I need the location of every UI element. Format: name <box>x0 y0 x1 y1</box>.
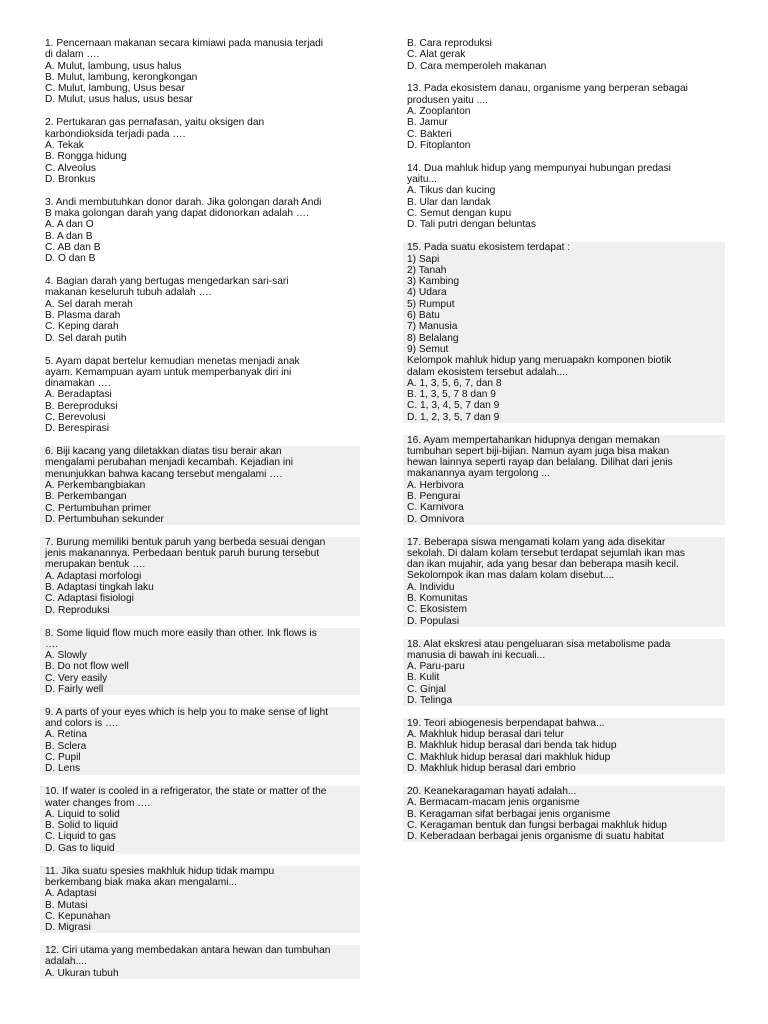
question-line: 9. A parts of your eyes which is help you to make sense of light <box>45 706 329 718</box>
question-line: D. Cara memperoleh makanan <box>407 60 547 72</box>
question-block <box>40 866 360 934</box>
question-line: 3) Kambing <box>407 276 460 288</box>
question-block <box>40 276 360 344</box>
question-line: C. Keragaman bentuk dan fungsi berbagai makhluk hidup <box>407 819 667 831</box>
question-line: A. Individu <box>407 581 455 593</box>
question-line: menunjukkan bahwa kacang tersebut mengalami …. <box>45 468 283 480</box>
question-line: D. Sel darah putih <box>45 332 127 344</box>
question-line: 9) Semut <box>407 343 449 355</box>
question-line: C. Pertumbuhan primer <box>45 502 151 514</box>
question-line: 4) Udara <box>407 287 447 299</box>
question-line: C. Adaptasi fisiologi <box>45 593 134 605</box>
question-line: D. Omnivora <box>407 513 465 525</box>
question-line: D. Gas to liquid <box>45 842 115 854</box>
question-line: 2. Pertukaran gas pernafasan, yaitu oksigen dan <box>45 117 265 129</box>
question-block <box>403 242 725 423</box>
right-column <box>403 38 725 854</box>
question-line: D. Tali putri dengan beluntas <box>407 219 536 231</box>
question-line: 5) Rumput <box>407 298 455 310</box>
question-line: B. A dan B <box>45 230 93 242</box>
question-line: 17. Beberapa siswa mengamati kolam yang ada disekitar <box>407 536 666 548</box>
question-block <box>40 38 360 106</box>
question-line: 5. Ayam dapat bertelur kemudian menetas menjadi anak <box>45 355 300 367</box>
question-line: D. Mulut, usus halus, usus besar <box>45 94 193 106</box>
question-line: B. Bereproduksi <box>45 400 118 412</box>
question-line: dalam ekosistem tersebut adalah.... <box>407 366 568 378</box>
question-line: karbondioksida terjadi pada …. <box>45 128 186 140</box>
question-line: A. Adaptasi <box>45 888 97 900</box>
question-line: B. Adaptasi tingkah laku <box>45 582 154 594</box>
question-block <box>403 38 725 72</box>
question-line: sekolah. Di dalam kolam tersebut terdapat sejumlah ikan mas <box>407 547 686 559</box>
question-line: 8. Some liquid flow much more easily than other. Ink flows is <box>45 627 317 639</box>
question-line: D. Telinga <box>407 695 453 706</box>
question-line: D. Fairly well <box>45 684 104 695</box>
question-line: C. Berevolusi <box>45 411 106 423</box>
question-line: water changes from …. <box>45 797 151 809</box>
question-line: 10. If water is cooled in a refrigerator, the state or matter of the <box>45 786 327 798</box>
question-line: C. Kepunahan <box>45 910 111 922</box>
question-line: B. Jamur <box>407 117 448 129</box>
question-line: C. Ekosistem <box>407 604 468 616</box>
question-line: D. Populasi <box>407 615 460 627</box>
question-block <box>40 628 360 696</box>
question-line: A. Adaptasi morfologi <box>45 570 142 582</box>
question-line: C. Semut dengan kupu <box>407 208 512 220</box>
question-line: 20. Keanekaragaman hayati adalah... <box>407 785 577 797</box>
question-line: C. Karnivora <box>407 502 464 514</box>
question-block <box>40 446 360 525</box>
question-line: makanannya ayam tergolong ... <box>407 468 550 480</box>
question-line: produsen yaitu .... <box>407 94 488 106</box>
question-line: D. Pertumbuhan sekunder <box>45 513 164 525</box>
question-line: makanan keseluruh tubuh adalah …. <box>45 287 212 299</box>
question-line: berkembang biak maka akan mengalami... <box>45 876 237 888</box>
question-line: di dalam …. <box>45 49 100 61</box>
question-line: yaitu... <box>407 174 438 186</box>
question-line: D. Fitoplanton <box>407 139 471 151</box>
question-line: B. 1, 3, 5, 7 8 dan 9 <box>407 389 496 401</box>
question-line: 1) Sapi <box>407 253 440 265</box>
question-block <box>40 537 360 616</box>
question-line: D. Makhluk hidup berasal dari embrio <box>407 763 576 775</box>
question-line: 3. Andi membutuhkan donor darah. Jika golongan darah Andi <box>45 196 322 208</box>
question-line: A. Paru-paru <box>407 661 465 673</box>
question-line: B maka golongan darah yang dapat didonorkan adalah …. <box>45 208 309 220</box>
question-line: 4. Bagian darah yang bertugas mengedarkan sari-sari <box>45 276 289 288</box>
question-line: A. Liquid to solid <box>45 808 120 820</box>
question-line: 14. Dua mahluk hidup yang mempunyai hubungan predasi <box>407 162 671 174</box>
question-line: 2) Tanah <box>407 264 447 276</box>
question-line: D. 1, 2, 3, 5, 7 dan 9 <box>407 411 500 423</box>
question-line: 7. Burung memiliki bentuk paruh yang berbeda sesuai dengan <box>45 536 326 548</box>
question-line: dinamakan …. <box>45 378 111 390</box>
question-block <box>403 83 725 151</box>
question-line: A. Slowly <box>45 650 87 662</box>
question-line: Kelompok mahluk hidup yang meruapakn komponen biotik <box>407 355 672 367</box>
question-line: 16. Ayam mempertahankan hidupnya dengan memakan <box>407 434 660 446</box>
question-line: C. Mulut, lambung, Usus besar <box>45 83 185 95</box>
question-line: adalah.... <box>45 956 87 968</box>
question-line: C. 1, 3, 4, 5, 7 dan 9 <box>407 400 500 412</box>
question-block <box>403 718 725 774</box>
question-block <box>40 117 360 185</box>
question-line: 19. Teori abiogenesis berpendapat bahwa... <box>407 717 605 729</box>
question-line: 13. Pada ekosistem danau, organisme yang berperan sebagai <box>407 83 688 95</box>
question-block <box>403 639 725 707</box>
question-line: D. Keberadaan berbagai jenis organisme di suatu habitat <box>407 831 665 843</box>
question-line: B. Kulit <box>407 672 440 684</box>
question-line: A. Herbivora <box>407 479 464 491</box>
question-line: C. Makhluk hidup berasal dari makhluk hidup <box>407 751 611 763</box>
question-line: B. Keragaman sifat berbagai jenis organisme <box>407 808 611 820</box>
question-line: C. AB dan B <box>45 241 101 253</box>
question-line: A. Perkembangbiakan <box>45 480 146 492</box>
question-line: B. Solid to liquid <box>45 820 119 832</box>
question-line: D. Reproduksi <box>45 604 110 616</box>
question-block <box>40 707 360 775</box>
question-line: C. Keping darah <box>45 321 119 333</box>
question-line: D. Lens <box>45 763 81 775</box>
question-line: B. Rongga hidung <box>45 151 127 163</box>
question-block <box>40 356 360 435</box>
question-block <box>40 786 360 854</box>
question-line: B. Komunitas <box>407 593 468 605</box>
question-line: 15. Pada suatu ekosistem terdapat : <box>407 242 571 254</box>
question-line: 8) Belalang <box>407 332 459 344</box>
question-line: D. O dan B <box>45 253 96 265</box>
question-line: and colors is …. <box>45 718 119 730</box>
question-line: C. Liquid to gas <box>45 831 116 843</box>
question-line: A. Bermacam-macam jenis organisme <box>407 797 580 809</box>
question-line: B. Cara reproduksi <box>407 38 492 49</box>
question-line: A. Zooplanton <box>407 106 471 118</box>
question-line: …. <box>45 638 59 650</box>
question-line: C. Pupil <box>45 752 81 764</box>
question-block <box>403 537 725 627</box>
question-line: C. Alat gerak <box>407 49 466 61</box>
question-line: B. Mulut, lambung, kerongkongan <box>45 71 198 83</box>
question-line: B. Perkembangan <box>45 491 127 503</box>
question-line: D. Bronkus <box>45 173 96 185</box>
question-line: 11. Jika suatu spesies makhluk hidup tidak mampu <box>45 865 275 877</box>
question-line: A. Ukuran tubuh <box>45 967 119 979</box>
question-line: 1. Pencernaan makanan secara kimiawi pada manusia terjadi <box>45 38 324 49</box>
question-line: Sekolompok ikan mas dalam kolam disebut.... <box>407 570 615 582</box>
question-line: C. Bakteri <box>407 128 452 140</box>
question-line: 7) Manusia <box>407 321 458 333</box>
question-line: B. Pengurai <box>407 491 461 503</box>
question-line: A. Makhluk hidup berasal dari telur <box>407 729 564 741</box>
question-line: 18. Alat ekskresi atau pengeluaran sisa metabolisme pada <box>407 638 671 650</box>
question-line: C. Ginjal <box>407 683 447 695</box>
question-line: manusia di bawah ini kecuali... <box>407 649 546 661</box>
question-line: B. Sclera <box>45 740 87 752</box>
question-line: 6. Biji kacang yang diletakkan diatas tisu berair akan <box>45 446 282 458</box>
question-block <box>40 197 360 265</box>
question-block <box>40 945 360 979</box>
question-line: A. Retina <box>45 729 87 741</box>
question-line: A. 1, 3, 5, 6, 7, dan 8 <box>407 377 502 389</box>
question-line: B. Makhluk hidup berasal dari benda tak hidup <box>407 740 617 752</box>
question-line: 6) Batu <box>407 310 440 322</box>
question-line: B. Plasma darah <box>45 310 121 322</box>
question-line: dan ikan mujahir, ada yang besar dan beberapa masih kecil. <box>407 559 679 571</box>
question-line: B. Do not flow well <box>45 661 129 673</box>
question-line: tumbuhan sepert biji-bijian. Namun ayam juga bisa makan <box>407 445 670 457</box>
question-line: B. Mutasi <box>45 899 88 911</box>
question-line: B. Ular dan landak <box>407 196 491 208</box>
question-line: merupakan bentuk …. <box>45 559 146 571</box>
question-line: A. Tikus dan kucing <box>407 185 496 197</box>
left-column <box>40 38 360 991</box>
question-line: A. Beradaptasi <box>45 389 112 401</box>
question-line: A. Mulut, lambung, usus halus <box>45 60 182 72</box>
question-line: hewan lainnya seperti rayap dan belalang. Dilihat dari jenis <box>407 457 673 469</box>
question-line: A. Sel darah merah <box>45 298 133 310</box>
question-line: A. Tekak <box>45 139 84 151</box>
question-line: D. Berespirasi <box>45 423 109 435</box>
question-block <box>403 435 725 525</box>
question-line: D. Migrasi <box>45 922 91 934</box>
question-block <box>403 163 725 231</box>
question-block <box>403 786 725 842</box>
question-line: jenis makanannya. Perbedaan bentuk paruh burung tersebut <box>45 548 320 560</box>
question-line: C. Alveolus <box>45 162 96 174</box>
question-line: A. A dan O <box>45 219 94 231</box>
question-line: C. Very easily <box>45 672 108 684</box>
question-line: ayam. Kemampuan ayam untuk memperbanyak diri ini <box>45 366 292 378</box>
question-line: mengalami perubahan menjadi kecambah. Kejadian ini <box>45 457 294 469</box>
question-line: 12. Ciri utama yang membedakan antara hewan dan tumbuhan <box>45 945 331 957</box>
